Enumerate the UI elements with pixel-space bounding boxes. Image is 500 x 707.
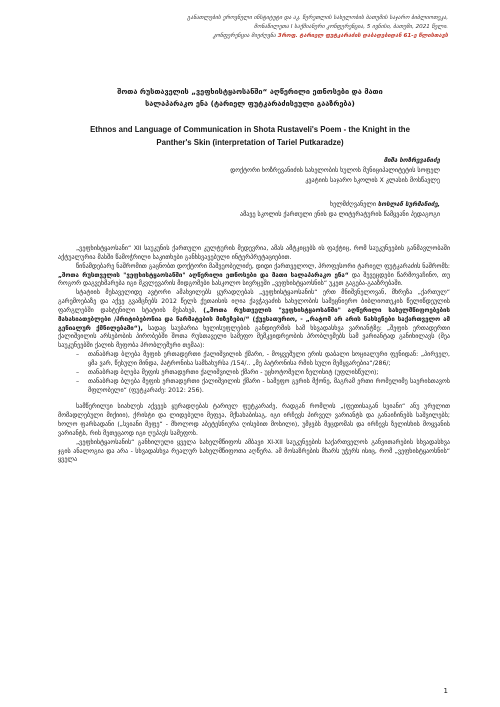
paragraph-3-c: სადაც საუბარია ხელისუფლების განდიერმის სამ ხსვადასხვა ვარიანტზე: „შეფის ერთადერთი ქალიშვილის არსებობის პირობებში შოთა რუსთაველი სამეფო მემკვიდრეობის პრობლემებს სამ ვარიანტად განიხილავს (შეა საუკუნეებში ქალის მეფობა პრობლემური თემაა): [58, 324, 451, 350]
paragraph-gap [58, 395, 450, 403]
paragraph-3-a: სტატიის მესაველიდე ავტორი ამახვილებს ყურადღებას „ვეფხისტყაოსანის“ ერთ მნიშვნელოვან, მხრეზა „ქართულ“ გარემოებაზე და აქვე გვამცნებს 2012 წელს ქუთაისის იღია ქავჭავაძის სახელობის სამეცნიერო ბიბლიოთეკის წელიწდეულის ფარგლებში დასტენილი სტატიის მესახებ, [58, 289, 450, 314]
body-text [58, 245, 450, 465]
header-line-3-text: კონფერენცია მიეძღვნა [212, 32, 278, 39]
supervisor-label: ხელმძღვანელი [329, 201, 378, 208]
paragraph-3-title: („შოთა რუსთველის "ვეფხისტყაოსანში" აღწერილი სახელმწიფოებების მახასიათებლები /პრიტიბებონია და წარმატების მიზეზები/“ (ქუესათურიო, - „რატომ არ არის ნახსენები საქართველო ამ გენიალურ ქმნილებაში“), [58, 306, 450, 332]
header-line-3 [88, 32, 448, 41]
author-affiliation-2: კვატიის საჯარო სკოლის X კლასის მოსწავლე [305, 177, 440, 185]
header-line-2: მონაწილეთა I საქმიანური კონფერენცია, 5 ივნისი, ბათუმი, 2021 წელი. [254, 23, 448, 30]
paragraph-4: სამწერილუი სიახლეს აქვეეს ყურადღებას ტარიელ ფუტკარაძე, რადგან რომლის „(ფეთისაგან სვიანი“ ანუ ურელით მომადლებული მიქიიი), ქრისტი და ლიდებული მეფეა, მქსახაბისაგ, იგი ირჩევს პირველ ვარიანტს და განაიჩინებს საშვილებს; ხოლო ფარსადანი („სვიანი მეფე“ - მხოლოდ აბეტესნიურა ღისებით მოსილი), უმჯვბს მეცდომას და ირჩევს ზელისხის მოყვანის ვარიანტს, რის მეთეცაოდ იგი ღუპავს სამეფოს. [58, 403, 450, 437]
header-dedication: 3როფ. ტარიელ ფუტკარაძის დაბადებიდან 61-ე წლისთავს [277, 32, 448, 39]
title-en-line-1: Ethnos and Language of Communication in Shota Rustaveli's Poem - the Knight in the [90, 125, 410, 134]
title-en-line-2: Panther's Skin (interpretation of Tariel Putkaradze) [156, 137, 344, 147]
paragraph-5: „ვეფხისტყაოსანის“ განხილული ყველა სახელმწიფოს ამბავი XI-XII საუკუნეების საქართველოს განვითარების სხვადასხვა ჯგის ანალოგია და არა - სხვადასხვა რეალურ სახელმწიფოთა აღწერა. ამ მოსაზრების მხარს უჭერს ისიც, რომ „ვეფხისტყაოსნის“ ყველა [58, 438, 450, 464]
author-name: მიშა ხოზრევანიძე [383, 157, 440, 164]
supervisor-affiliation: ამავე სკოლის ქართული ენის და ლიტერატურის წამყვანი პედაგოგი [240, 211, 440, 219]
title-georgian [78, 86, 422, 110]
header-line-1: განათლების ეროვნული ინსტიტუტი და აკ. წერეთლის სახელობის ბათუმის საჯარო ბიბლიოთეკა, [187, 15, 448, 21]
title-ka-line-2: სალაპარაკო ენა (ტარიელ ფუტკარაძისეული გააზრება) [145, 99, 355, 108]
title-ka-line-1: შოთა რუსთაველის „ვეფხისტყაოსანში“ აღწერილი ეთნოსები და მათი [117, 87, 383, 96]
paragraph-1: „ვეფხისტყაოსანი“ XII საუკუნის ქართული კულტურის მედევრია, ამას ამტკიცებს ის ფაქტიც, რომ საუკუნეების განმავლობაში აქტუალურია მასში წამოჭრილი საკითხები განხსვავებული ინტერპრეტაციებით. [58, 245, 450, 261]
author-block [110, 156, 440, 187]
supervisor-block [110, 200, 440, 220]
supervisor-name: სოსლან სურმანიძე, [377, 201, 440, 208]
conference-header [88, 14, 448, 40]
author-affiliation-1: დოქტორი ხოზრევანიძის სახელობის ხულოს მუნიციპალიტეტის სოფელ [230, 167, 440, 175]
supervisor-line [110, 200, 440, 210]
variant-list [58, 351, 450, 395]
title-english [80, 124, 420, 149]
page-number: 1 [443, 687, 448, 695]
paragraph-2-a: წინამდებარე ნაშრომით გაცნობთ დოქტორი მაშვეობელიძე, დიდი ქართველოლ, პროფესორი ტარიელ ფუტკარაძის ნაშრომს: [76, 262, 450, 270]
paragraph-2 [58, 263, 450, 290]
list-item: – თანაბრად ბლება მეფის ერთადერთი ქალიშვილის ქმარი - უცხოტომელი ზელისიტ (უფლისწული); [78, 369, 450, 378]
paragraph-3 [58, 289, 450, 351]
paragraph-2-c: და შევეცდები წარმოვაჩინო, თუ როგორ დაგვეხმარება იგი მკვლევარის მიდგომები სასკოლო სივრცეში „ვეფხისტყაოსნის“ უკეთ გაგება-გააზრებაში. [58, 271, 450, 288]
list-item: – თანაბრად ბლება მეფის ერთადერთი ქალიშვილის ქმარი, - მოყვეშული ერის დაბალი სოციალური ფენიდან: „პირველ, ყმა ვარ, წესული მინდა, პატრონისა სამსახურსა /154/.. „მე პატრონისა რმის სული მემყვარებია“/286/; [78, 351, 450, 369]
list-item: – თანაბრად ბლება მეფის ერთადერთი ქალიშვილის ქმარი - სამეფო გვრის მქონე, მაგრამ ერთი რომელიმე საერისთავოს მფლობელი“ (ფუტკარაძე: 2012: 256). [78, 378, 450, 396]
paragraph-2-title: „შოთა რუსთველის "ვეფხისტყაოსანში" აღწერილი ეთნოსები და მათი სალაპარაკო ენა“ [58, 271, 349, 279]
